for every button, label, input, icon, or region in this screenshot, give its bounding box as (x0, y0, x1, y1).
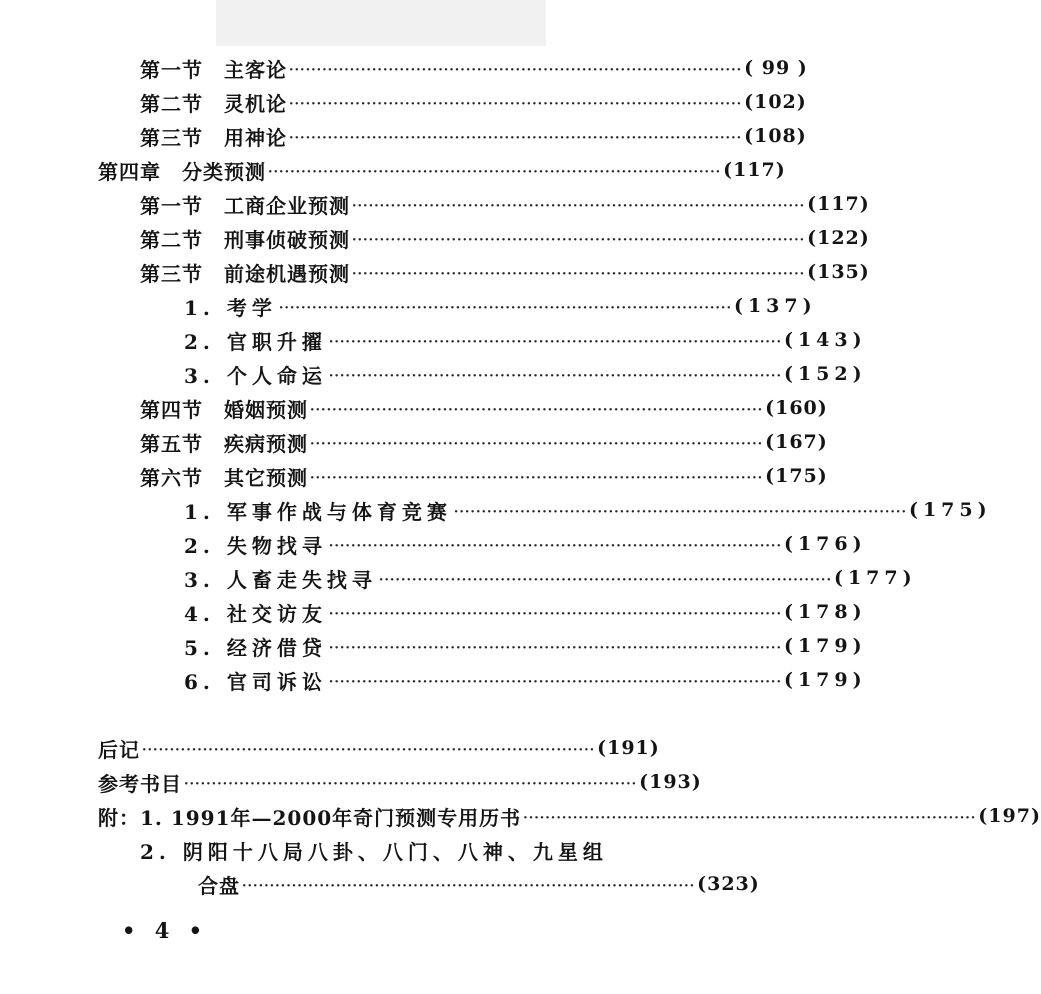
toc-entry-page: (102) (744, 91, 807, 113)
toc-leader-dots: ·················································································· (289, 62, 743, 78)
toc-entry-title: 第五节 疾病预测 (140, 431, 308, 456)
toc-entry-page: (122) (807, 227, 870, 249)
toc-leader-dots: ·················································································· (268, 164, 722, 180)
toc-entry-page: (191) (597, 737, 660, 759)
toc-leader-dots: ·················································································· (310, 436, 764, 452)
toc-entry-page: (177) (833, 567, 917, 589)
toc-entry-title: 第一节 主客论 (140, 57, 287, 82)
scan-shadow-band (216, 0, 546, 46)
toc-entry-title: 1. 考学 (184, 295, 277, 320)
toc-entry (140, 223, 870, 253)
toc-leader-dots: ·················································································· (352, 198, 806, 214)
toc-entry-page: (137) (733, 295, 817, 317)
toc-subentry (184, 291, 817, 321)
toc-entry (140, 87, 807, 117)
toc-entry-page: (167) (765, 431, 828, 453)
toc-entry-title: 参考书目 (98, 771, 182, 796)
toc-leader-dots: ·················································································· (289, 130, 743, 146)
toc-entry-title: 附：1. 1991年—2000年奇门预测专用历书 (98, 805, 522, 830)
toc-appendix-entry (140, 835, 640, 865)
toc-entry-title: 3. 个人命运 (184, 363, 327, 388)
toc-subentry (184, 665, 867, 695)
toc-entry-page: ( 99 ) (744, 57, 808, 79)
toc-entry-page: (175) (765, 465, 828, 487)
toc-subentry (184, 325, 867, 355)
toc-entry-title: 第四章 分类预测 (98, 159, 266, 184)
toc-leader-dots: ·················································································· (310, 402, 764, 418)
toc-entry-title: 第三节 用神论 (140, 125, 287, 150)
toc-subentry (184, 597, 867, 627)
toc-entry-title: 第二节 刑事侦破预测 (140, 227, 350, 252)
toc-entry (140, 461, 828, 491)
toc-entry-title: 后记 (98, 737, 140, 762)
toc-leader-dots: ·················································································· (328, 606, 782, 622)
toc-leader-dots: ·················································································· (453, 504, 907, 520)
toc-entry-title: 2. 阴阳十八局八卦、八门、八神、九星组 (140, 839, 608, 864)
toc-leader-dots: ·················································································· (184, 776, 638, 792)
toc-entry-page: (160) (765, 397, 828, 419)
toc-chapter-entry (98, 155, 786, 185)
toc-leader-dots: ·················································································· (142, 742, 596, 758)
toc-entry-title: 1. 军事作战与体育竞赛 (184, 499, 452, 524)
toc-entry-title: 6. 官司诉讼 (184, 669, 327, 694)
toc-entry-title: 第一节 工商企业预测 (140, 193, 350, 218)
toc-leader-dots: ·················································································· (352, 232, 806, 248)
toc-subentry (184, 495, 992, 525)
toc-leader-dots: ·················································································· (328, 368, 782, 384)
toc-entry-page: (323) (697, 873, 760, 895)
toc-entry (140, 427, 828, 457)
toc-entry-title: 2. 官职升擢 (184, 329, 327, 354)
toc-appendix-entry (198, 869, 760, 899)
toc-entry-title: 第三节 前途机遇预测 (140, 261, 350, 286)
toc-entry-page: (117) (723, 159, 786, 181)
toc-entry-page: (193) (639, 771, 702, 793)
toc-back-matter-entry (98, 767, 702, 797)
toc-entry-title: 合盘 (198, 873, 240, 898)
toc-entry-title: 第四节 婚姻预测 (140, 397, 308, 422)
toc-subentry (184, 631, 867, 661)
toc-entry (140, 393, 828, 423)
toc-entry (140, 257, 870, 287)
toc-entry-page: (108) (744, 125, 807, 147)
toc-leader-dots: ·················································································· (328, 334, 782, 350)
toc-entry-page: (178) (783, 601, 867, 623)
toc-entry (140, 53, 808, 83)
toc-subentry (184, 529, 867, 559)
toc-entry-title: 5. 经济借贷 (184, 635, 327, 660)
toc-leader-dots: ·················································································· (242, 878, 696, 894)
toc-entry-page: (143) (783, 329, 867, 351)
toc-entry-title: 4. 社交访友 (184, 601, 327, 626)
toc-leader-dots: ·················································································· (378, 572, 832, 588)
toc-entry-title: 第六节 其它预测 (140, 465, 308, 490)
toc-entry-title: 2. 失物找寻 (184, 533, 327, 558)
toc-leader-dots: ·················································································· (523, 810, 977, 826)
toc-entry (140, 189, 870, 219)
toc-entry-title: 3. 人畜走失找寻 (184, 567, 377, 592)
toc-leader-dots: ·················································································· (352, 266, 806, 282)
toc-leader-dots: ·················································································· (328, 674, 782, 690)
page-number: • 4 • (122, 918, 209, 943)
toc-entry-page: (176) (783, 533, 867, 555)
toc-entry-title: 第二节 灵机论 (140, 91, 287, 116)
toc-appendix-entry (98, 801, 1041, 831)
toc-leader-dots: ·················································································· (310, 470, 764, 486)
toc-leader-dots: ·················································································· (289, 96, 743, 112)
toc-entry-page: (152) (783, 363, 867, 385)
toc-entry-page: (179) (783, 669, 867, 691)
toc-leader-dots: ·················································································· (328, 640, 782, 656)
toc-back-matter-entry (98, 733, 660, 763)
toc-subentry (184, 359, 867, 389)
toc-entry-page: (179) (783, 635, 867, 657)
toc-entry-page: (135) (807, 261, 870, 283)
toc-subentry (184, 563, 917, 593)
toc-leader-dots: ·················································································· (328, 538, 782, 554)
toc-entry-page: (197) (978, 805, 1041, 827)
toc-entry-page: (175) (908, 499, 992, 521)
toc-leader-dots: ·················································································· (278, 300, 732, 316)
toc-entry (140, 121, 807, 151)
toc-entry-page: (117) (807, 193, 870, 215)
